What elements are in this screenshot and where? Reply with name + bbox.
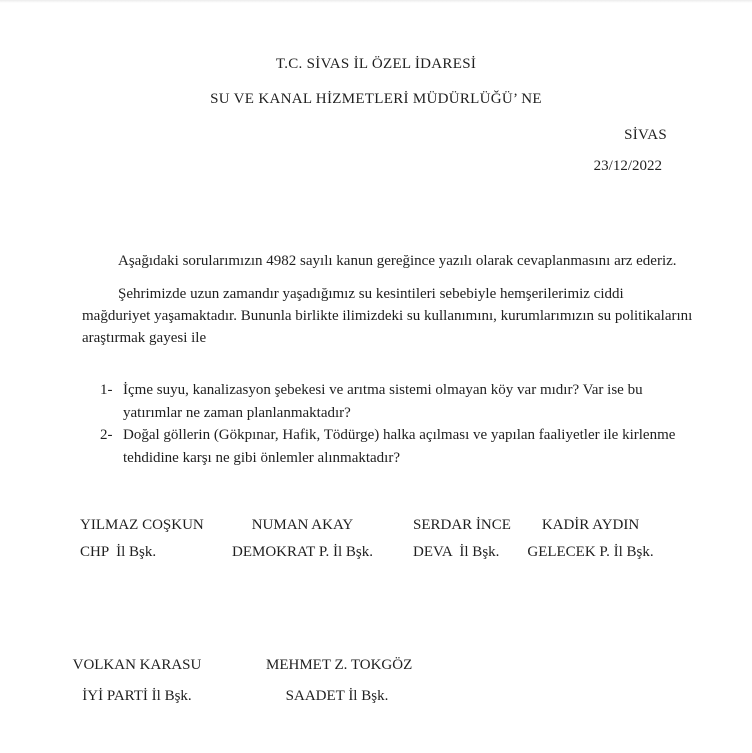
signatory-name: SERDAR İNCE xyxy=(413,517,511,533)
signature-block-chp xyxy=(80,515,205,562)
question-item-1 xyxy=(100,379,672,424)
signatory-name: YILMAZ COŞKUN xyxy=(80,517,204,533)
paragraph-context-line: mağduriyet yaşamaktadır. Bununla birlikte ilimizdeki su kullanımını, kurumlarımızın su politikalarını xyxy=(82,308,693,324)
paragraph-request: Aşağıdaki sorularımızın 4982 sayılı kanun gereğince yazılı olarak cevaplanmasını arz ederiz. xyxy=(118,253,677,269)
letterhead-authority: T.C. SİVAS İL ÖZEL İDARESİ xyxy=(275,56,477,72)
letter-place: SİVAS xyxy=(624,127,667,143)
signature-block-deva xyxy=(413,515,518,562)
question-text-line: İçme suyu, kanalizasyon şebekesi ve arıtma sistemi olmayan köy var mıdır? Var ise bu xyxy=(123,382,643,398)
signatory-name: NUMAN AKAY xyxy=(251,517,354,533)
signatory-title: İYİ PARTİ İl Bşk. xyxy=(82,688,192,704)
question-text xyxy=(123,424,675,469)
question-text-line: yatırımlar ne zaman planlanmaktadır? xyxy=(123,404,351,421)
question-text-line: Doğal göllerin (Gökpınar, Hafik, Tödürge) halka açılması ve yapılan faaliyetler ile kirlenme xyxy=(123,427,676,443)
signatory-name: VOLKAN KARASU xyxy=(72,657,202,673)
signature-block-iyi-parti xyxy=(70,655,204,706)
question-number: 1- xyxy=(100,382,113,398)
signatory-title: SAADET İl Bşk. xyxy=(285,688,389,704)
letterhead-department: SU VE KANAL HİZMETLERİ MÜDÜRLÜĞÜ’ NE xyxy=(210,91,542,107)
paragraph-context xyxy=(82,283,693,349)
signature-block-gelecek xyxy=(527,515,654,562)
signature-block-demokrat xyxy=(230,515,375,562)
signatory-name: MEHMET Z. TOKGÖZ xyxy=(266,657,413,673)
signatory-title: GELECEK P. İl Bşk. xyxy=(527,544,654,560)
signatory-title: DEVA İl Bşk. xyxy=(413,544,500,560)
question-text xyxy=(123,379,672,424)
top-edge-shadow xyxy=(0,0,752,3)
question-number: 2- xyxy=(100,427,113,443)
signatory-title: CHP İl Bşk. xyxy=(80,544,157,560)
signatory-title: DEMOKRAT P. İl Bşk. xyxy=(232,544,373,560)
paragraph-context-line: araştırmak gayesi ile xyxy=(82,330,207,346)
letter-date: 23/12/2022 xyxy=(593,158,662,174)
question-list xyxy=(100,379,676,469)
signature-block-saadet xyxy=(266,655,413,706)
signatory-name: KADİR AYDIN xyxy=(541,517,640,533)
question-item-2 xyxy=(100,424,676,469)
question-text-line: tehdidine karşı ne gibi önlemler alınmaktadır? xyxy=(123,449,400,466)
paragraph-context-line: Şehrimizde uzun zamandır yaşadığımız su kesintileri sebebiyle hemşerilerimiz ciddi xyxy=(118,286,624,302)
